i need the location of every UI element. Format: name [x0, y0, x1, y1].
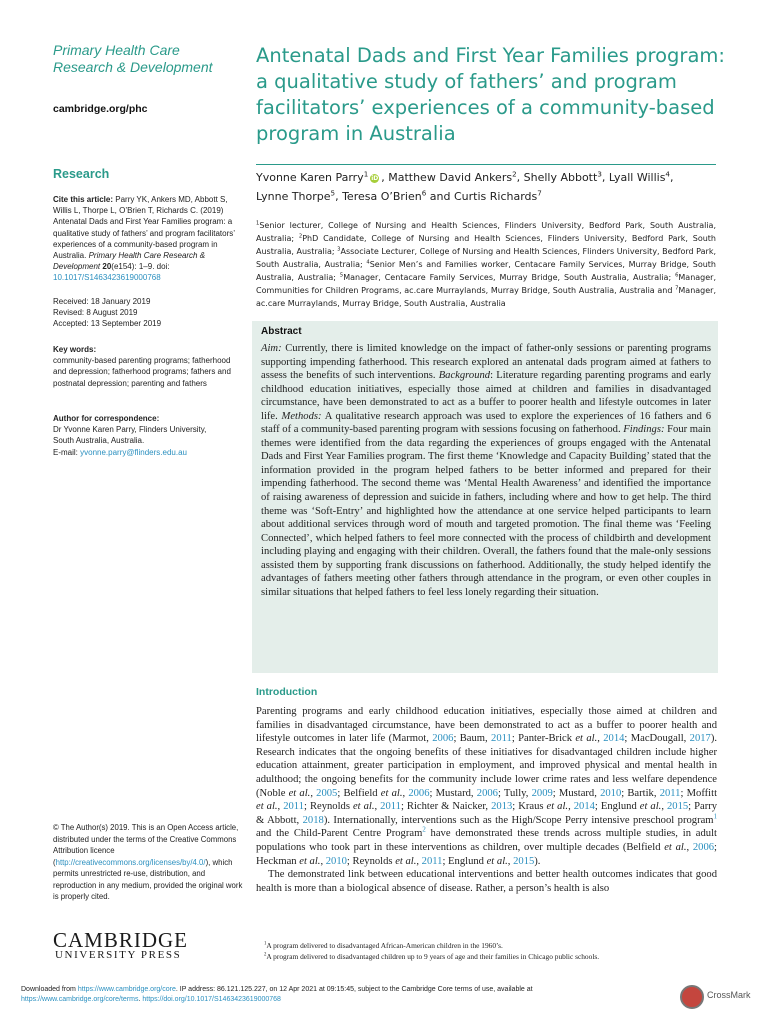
- intro-text: ; Reynolds: [304, 801, 353, 813]
- citation-link[interactable]: 2015: [666, 801, 689, 813]
- open-access-note: [53, 822, 243, 903]
- intro-text: et al.: [575, 733, 598, 745]
- affil-number: 2: [298, 233, 303, 240]
- email-link[interactable]: yvonne.parry@flinders.edu.au: [80, 447, 187, 457]
- download-footer: [21, 985, 651, 1005]
- aim-text: Currently, there is limited knowledge on the impact of father-only sessions or parenting programs supporting impending fatherhood. This research explored an antenatal dads program aimed at fathers to assess the benefits of such interventions.: [261, 343, 711, 382]
- correspondence-place: South Australia, Australia.: [53, 436, 145, 446]
- citation-link[interactable]: 2005: [316, 787, 338, 799]
- author-6-affil: 6: [421, 188, 427, 198]
- intro-text: ,: [402, 787, 409, 799]
- footer-terms-link[interactable]: https://www.cambridge.org/core/terms: [21, 996, 139, 1003]
- affil-number: 3: [337, 246, 341, 253]
- journal-url[interactable]: cambridge.org/phc: [53, 103, 148, 115]
- citation-link[interactable]: 2006: [476, 787, 498, 799]
- citation-link[interactable]: 2011: [491, 733, 512, 745]
- introduction-body: [256, 705, 717, 895]
- citation-link[interactable]: 2015: [513, 855, 535, 867]
- crossmark-icon[interactable]: [680, 985, 704, 1009]
- article-title: Antenatal Dads and First Year Families program: a qualitative study of fathers’ and program facilitators’ experiences of a community-based program in Australia: [256, 44, 725, 145]
- author-1-affil: 1: [363, 169, 369, 179]
- intro-text: ,: [310, 787, 317, 799]
- intro-text: et al.: [352, 801, 375, 813]
- orcid-icon[interactable]: iD: [371, 175, 379, 182]
- intro-text: ; Reynolds: [346, 855, 396, 867]
- footnote-2: [264, 951, 719, 962]
- citation-block: [53, 194, 243, 284]
- background-label: Background: [438, 370, 491, 382]
- accepted-date: Accepted: 13 September 2019: [53, 319, 162, 329]
- journal-name-line1: Primary Health Care: [53, 42, 180, 58]
- citation-link[interactable]: 2006: [432, 733, 454, 745]
- email-label: E-mail:: [53, 447, 81, 457]
- affil-number: 4: [366, 259, 370, 266]
- author-2-affil: 2: [512, 169, 517, 179]
- citation-link[interactable]: 2014: [573, 801, 595, 813]
- footnote-ref[interactable]: 2: [422, 826, 426, 834]
- intro-text: ; Belfield: [337, 787, 381, 799]
- affiliation: Manager, ac.care Murraylands, Murray Bridge, South Australia, Australia: [256, 286, 716, 308]
- footer-core-link[interactable]: https://www.cambridge.org/core: [77, 986, 176, 993]
- intro-text: et al.: [639, 801, 662, 813]
- citation-link[interactable]: 2009: [531, 787, 553, 799]
- citation-link[interactable]: 2013: [491, 801, 513, 813]
- intro-text: ). Internationally, interventions such as the High/Scope Perry intensive preschool program: [323, 814, 714, 826]
- footnote-number: 1: [264, 941, 267, 947]
- aim-label: Aim:: [261, 343, 282, 354]
- intro-text: et al.: [288, 787, 311, 799]
- intro-text: ,: [597, 733, 604, 745]
- intro-text: ; Richter & Naicker,: [400, 801, 492, 813]
- cite-label: Cite this article:: [53, 195, 114, 204]
- author-3[interactable]: , Shelly Abbott: [516, 171, 598, 184]
- citation-link[interactable]: 2006: [692, 841, 715, 853]
- intro-text: ; Baum,: [453, 733, 492, 745]
- affiliation: Senior lecturer, College of Nursing and Health Sciences, Flinders University, Bedford Park, South Australia, Australia;: [256, 221, 716, 243]
- background-text: : Literature regarding parenting programs and early childhood education initiatives, especially those aimed at children and families in disadvantaged circumstance, have been demonstrated to act as a buffer to poorer health and lifestyle outcomes in later life.: [261, 370, 711, 422]
- author-6[interactable]: , Teresa O’Brien: [335, 190, 422, 203]
- intro-text: ; Englund: [442, 855, 487, 867]
- cite-volume: 20: [102, 262, 112, 272]
- cite-journal: Primary Health Care Research & Development: [53, 251, 206, 272]
- license-text-1: © The Author(s) 2019. This is an Open Access article, distributed under the terms of the Creative Commons Attribution licence (: [53, 823, 239, 867]
- citation-link[interactable]: 2011: [283, 801, 304, 813]
- correspondence-block: [53, 413, 243, 458]
- author-3-affil: 3: [597, 169, 602, 179]
- footnote-number: 2: [264, 952, 267, 958]
- author-7[interactable]: and Curtis Richards: [426, 190, 538, 203]
- license-text-2: ), which permits unrestricted re-use, distribution, and reproduction in any medium, provided the original work is properly cited.: [53, 857, 243, 901]
- intro-text: et al.: [664, 841, 687, 853]
- intro-text: ,: [507, 855, 514, 867]
- intro-text: ,: [416, 855, 422, 867]
- publisher-logo: CAMBRIDGE: [53, 928, 189, 952]
- intro-text: ; Heckman: [256, 841, 717, 867]
- intro-text: ,: [277, 801, 284, 813]
- journal-name: [53, 42, 243, 76]
- intro-text: and the Child-Parent Centre Program: [256, 828, 423, 840]
- intro-text: ,: [568, 801, 574, 813]
- affiliation: Manager, Communities for Children Programs, ac.care Murraylands, Murray Bridge, South Australia, Australia and: [256, 273, 716, 295]
- intro-text: et al.: [380, 787, 403, 799]
- affiliation: Manager, Centacare Family Services, Murray Bridge, South Australia, Australia;: [343, 273, 676, 282]
- intro-text: ).: [534, 855, 541, 867]
- affil-number: 6: [675, 272, 679, 279]
- author-2[interactable]: , Matthew David Ankers: [381, 171, 513, 184]
- affil-number: 1: [256, 220, 260, 227]
- intro-text: ; Panter-Brick: [511, 733, 576, 745]
- footer-text: .: [138, 996, 143, 1003]
- intro-text: et al.: [299, 855, 321, 867]
- intro-text: et al.: [256, 801, 278, 813]
- affiliation: Associate Lecturer, College of Nursing and Health Sciences, Flinders University, Bedford Park, South Australia, Australia;: [256, 247, 716, 269]
- methods-text: A qualitative research approach was used to explore the experiences of 16 fathers and 6 staff of a community-based parenting program with sessions focusing on fatherhood.: [261, 410, 711, 436]
- author-1[interactable]: Yvonne Karen Parry: [256, 171, 364, 184]
- author-list: Yvonne Karen Parry$^1$iD , Matthew David Ankers$^2$, Shelly Abbott$^3$, Lyall Willis$^4$, Lynne Thorpe$^5$, Teresa O’Brien$^6$ and Curtis Richards$^7$: [256, 169, 674, 203]
- intro-text: ,: [374, 801, 381, 813]
- citation-link[interactable]: 2014: [603, 733, 625, 745]
- keywords-text: community-based parenting programs; fatherhood and depression; fatherhood programs; fathers and postnatal depression; parenting and fathers: [53, 356, 231, 388]
- correspondence-label: Author for correspondence:: [53, 414, 160, 423]
- citation-link[interactable]: 2006: [408, 787, 430, 799]
- introduction-paragraph-2: The demonstrated link between educational interventions and better health outcomes indicates that good health is more than a biological absence of disease. Rather, a person’s health is also: [256, 869, 717, 894]
- keywords-label: Key words:: [53, 345, 97, 354]
- abstract-heading: Abstract: [261, 326, 302, 337]
- citation-link[interactable]: 2010: [600, 787, 622, 799]
- author-5[interactable]: Lynne Thorpe: [256, 190, 331, 203]
- footnote-text: A program delivered to disadvantaged African-American children in the 1960’s.: [266, 941, 503, 950]
- cite-pages: (e154): 1–9. doi:: [111, 262, 170, 272]
- introduction-paragraph-1: [256, 705, 717, 868]
- revised-date: Revised: 8 August 2019: [53, 308, 138, 318]
- introduction-heading: Introduction: [256, 686, 318, 698]
- author-5-affil: 5: [330, 188, 336, 198]
- intro-text: ,: [686, 841, 693, 853]
- affiliation: Senior Men’s and Families worker, Centacare Family Services, Murray Bridge, South Australia, Australia;: [256, 260, 717, 282]
- citation-link[interactable]: 2011: [380, 801, 401, 813]
- abstract-body: [261, 342, 711, 599]
- author-7-affil: 7: [537, 188, 542, 198]
- author-4-affil: 4: [665, 169, 670, 179]
- publisher-logo-sub: UNIVERSITY PRESS: [55, 949, 182, 961]
- cite-text: Parry YK, Ankers MD, Abbott S, Willis L, Thorpe L, O’Brien T, Richards C. (2019) Antenatal Dads and First Year Families program: a qualitative study of fathers’ and program facilitators’ experiences of a community-based program in Australia.: [53, 195, 235, 261]
- citation-link[interactable]: 2011: [421, 855, 443, 867]
- intro-text: et al.: [486, 855, 508, 867]
- citation-link[interactable]: 2011: [659, 787, 681, 799]
- footnote-text: A program delivered to disadvantaged children up to 9 years of age and their families in Chicago public schools.: [266, 952, 600, 961]
- citation-link[interactable]: 2017: [689, 733, 711, 745]
- crossmark-label[interactable]: CrossMark: [707, 990, 751, 1000]
- intro-text: Parenting programs and early childhood education initiatives, especially those aimed at children and families in disadvantaged circumstance, have been demonstrated to act as a buffer to poorer health and lifestyle outcomes in later life (Marmot,: [256, 706, 717, 745]
- citation-link[interactable]: 2018: [302, 814, 324, 826]
- received-date: Received: 18 January 2019: [53, 297, 151, 306]
- intro-text: ; Moffitt: [680, 787, 718, 799]
- intro-text: et al.: [395, 855, 417, 867]
- license-link[interactable]: http://creativecommons.org/licenses/by/4.0/: [55, 857, 206, 867]
- footnotes: [264, 940, 719, 962]
- section-type: Research: [53, 167, 110, 181]
- intro-text: ; Bartik,: [621, 787, 660, 799]
- intro-text: et al.: [546, 801, 569, 813]
- keywords-block: [53, 344, 243, 389]
- dates-block: [53, 296, 243, 330]
- methods-label: Methods:: [281, 410, 322, 422]
- intro-text: ; Parry & Abbott,: [256, 801, 718, 826]
- findings-text: Four main themes were identified from the data regarding the experiences of groups engaged with the Antenatal Dads and First Year Families program. The first theme ‘Knowledge and Capacity Building’ stated that the information provided in the program helped fathers to be better informed and prepared for their impending fatherhood. The second theme was ‘Mental Health Awareness’ and identified the importance of raising awareness of depression and suicide in fathers, including where and how to get help. The third theme was ‘Soft-Entry’ and highlighted how the attendance at one service helped participants to learn about additional services through word of mouth and targeted promotion. The final theme was ‘Feeling Connected’, which helped fathers to feel more connected with the process of childbirth and development including playing and engaging with their children. Overall, the fathers found that the male-only sessions assisted them by supporting frank discussions on fatherhood. Additionally, the study helped identify the advantages of fathers meeting other fathers through attendance in the program, or even other couples in similar situations that helped fathers to feel less lonely regarding their situation.: [261, 424, 711, 598]
- journal-name-line2: Research & Development: [53, 59, 213, 75]
- intro-text: ,: [320, 855, 326, 867]
- footer-text: . IP address: 86.121.125.227, on 12 Apr 2021 at 09:15:45, subject to the Cambridge Core terms of use, available at: [175, 986, 533, 993]
- intro-text: have demonstrated these trends across multiple studies, in adult populations who took part in these interventions as children, over multiple decades (Belfield: [256, 828, 717, 853]
- email-line: [53, 447, 243, 458]
- intro-text: ; Mustard,: [429, 787, 477, 799]
- author-4[interactable]: , Lyall Willis: [601, 171, 666, 184]
- affiliations: [256, 219, 716, 310]
- affiliation: PhD Candidate, College of Nursing and Health Sciences, Flinders University, Bedford Park, South Australia, Australia;: [256, 234, 716, 256]
- intro-text: ; MacDougall,: [624, 733, 690, 745]
- intro-text: ; Kraus: [512, 801, 547, 813]
- intro-text: ,: [661, 801, 667, 813]
- intro-text: ; Tully,: [497, 787, 532, 799]
- footer-doi-link[interactable]: https://doi.org/10.1017/S1463423619000768: [142, 996, 281, 1003]
- footnote-1: [264, 940, 719, 951]
- findings-label: Findings:: [623, 424, 665, 436]
- cite-doi-link[interactable]: 10.1017/S1463423619000768: [53, 273, 161, 283]
- affil-number: 5: [339, 272, 344, 279]
- footer-text: Downloaded from: [21, 986, 78, 993]
- affil-number: 7: [675, 285, 679, 292]
- footnote-ref[interactable]: 1: [713, 813, 717, 821]
- intro-text: ; Mustard,: [552, 787, 601, 799]
- intro-text: ). Research indicates that the ongoing benefits of these initiatives for disadvantaged children include higher education attainment, greater participation in employment, and improved physical and mental health in adulthood; the ongoing benefits for the community include lower crime rates and less welfare dependence (Noble: [256, 733, 718, 799]
- correspondence-name: Dr Yvonne Karen Parry, Flinders University,: [53, 425, 207, 435]
- title-divider: [256, 164, 716, 165]
- citation-link[interactable]: 2010: [325, 855, 347, 867]
- intro-text: ; Englund: [594, 801, 640, 813]
